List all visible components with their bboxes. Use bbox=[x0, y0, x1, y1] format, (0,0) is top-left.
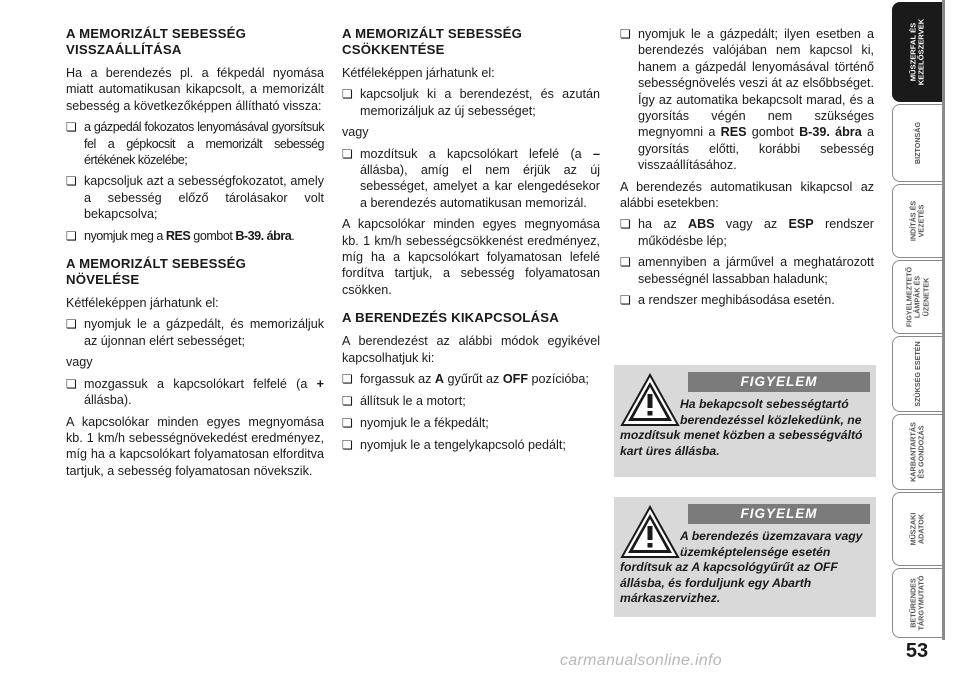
column-2 bbox=[342, 26, 600, 459]
bullet-item: ❏ nyomjuk le a gázpedált, és memorizáljuk az újonnan elért sebességet; bbox=[66, 316, 324, 349]
heading-system-off: A BERENDEZÉS KIKAPCSOLÁSA bbox=[342, 310, 559, 326]
paragraph: vagy bbox=[342, 125, 369, 140]
warning-text: A berendezés üzemzavara vagy üzemképtelensége esetén fordítsuk az A kapcsológyűrűt az OFF állásba, és forduljunk egy Abarth márkaszervizhez. bbox=[620, 529, 863, 606]
paragraph: A kapcsolókar minden egyes megnyomása kb. 1 km/h sebességcsökkenést eredményez, míg ha a kapcsolókart folyamatosan lefelé fordítva tartjuk, a sebesség folyamatosan csökken. bbox=[342, 217, 600, 297]
warning-box-2 bbox=[614, 497, 876, 617]
tab-warning-lights[interactable]: FIGYELMEZTETŐ LÁMPÁK ÉS ÜZENETEK bbox=[892, 260, 942, 334]
paragraph: A kapcsolókar minden egyes megnyomása kb. 1 km/h sebességnövekedést eredményez, míg ha a kapcsolókart folyamatosan elforditva tartjuk, a sebesség folyamatosan növekszik. bbox=[66, 414, 324, 478]
column-3 bbox=[620, 26, 874, 314]
bullet-item: ❏ nyomjuk meg a RES gombot B-39. ábra. bbox=[66, 228, 324, 244]
tab-emergency[interactable]: SZÜKSÉG ESETÉN bbox=[892, 336, 942, 412]
warning-title: FIGYELEM bbox=[688, 504, 870, 524]
bullet-item: ❏ ha az ABS vagy az ESP rendszer működésbe lép; bbox=[620, 216, 874, 249]
tab-maintenance[interactable]: KARBANTARTÁS ÉS GONDOZÁS bbox=[892, 414, 942, 490]
bullet-item: ❏ állítsuk le a motort; bbox=[342, 393, 600, 409]
column-1 bbox=[66, 26, 324, 484]
tab-technical-data[interactable]: MŰSZAKI ADATOK bbox=[892, 492, 942, 566]
bullet-item: ❏ a rendszer meghibásodása esetén. bbox=[620, 292, 874, 308]
paragraph: vagy bbox=[66, 355, 93, 370]
heading-speed-increase: A MEMORIZÁLT SEBESSÉG NÖVELÉSE bbox=[66, 256, 247, 288]
bullet-item: ❏ kapcsoljuk azt a sebességfokozatot, amely a sebesség előző tárolásakor volt bekapcsolva; bbox=[66, 173, 324, 222]
bullet-item: ❏ amennyiben a járművel a meghatározott sebességnél lassabban haladunk; bbox=[620, 254, 874, 287]
page-number: 53 bbox=[905, 640, 929, 662]
tab-safety[interactable]: BIZTONSÁG bbox=[892, 104, 942, 182]
tab-index[interactable]: BETŰRENDES TÁRGYMUTATÓ bbox=[892, 568, 942, 638]
bullet-item: ❏ mozdítsuk a kapcsolókart lefelé (a – állásba), amíg el nem érjük az új sebességet, amelyet a kar elengedésekor a berendezés automatikusan memorizál. bbox=[342, 146, 600, 212]
bullet-item: ❏ forgassuk az A gyűrűt az OFF pozícióba; bbox=[342, 371, 600, 387]
heading-speed-restore: A MEMORIZÁLT SEBESSÉG VISSZAÁLLÍTÁSA bbox=[66, 26, 247, 57]
tab-starting-driving[interactable]: INDÍTÁS ÉS VEZETÉS bbox=[892, 184, 942, 258]
bullet-item: ❏ kapcsoljuk ki a berendezést, és azután memorizáljuk az új sebességet; bbox=[342, 86, 600, 119]
chapter-tabs bbox=[892, 0, 944, 640]
paragraph: Kétféleképpen járhatunk el: bbox=[342, 66, 495, 80]
bullet-item: ❏ a gázpedál fokozatos lenyomásával gyorsítsuk fel a gépkocsit a memorizált sebesség értékének közelébe; bbox=[66, 119, 324, 168]
bullet-item: ❏ mozgassuk a kapcsolókart felfelé (a + állásba). bbox=[66, 376, 324, 409]
bullet-item: ❏ nyomjuk le a fékpedált; bbox=[342, 415, 600, 431]
paragraph: Ha a berendezés pl. a fékpedál nyomása miatt automatikusan kikapcsolt, a memorizált sebesség a következőképpen állítható vissza: bbox=[66, 66, 324, 113]
heading-speed-decrease: A MEMORIZÁLT SEBESSÉG CSÖKKENTÉSE bbox=[342, 26, 523, 57]
bullet-item: ❏ nyomjuk le a gázpedált; ilyen esetben a berendezés valójában nem kapcsol ki, hanem a gázpedál lenyomásával történő sebességnövelés veszi át az elsőbbséget. Így az automatika bekapcsolt marad, és a gyorsítás végén nem szükséges megnyomni a RES gombot B-39. ábra a gyorsítás előtti, korábbi sebesség visszaállításához. bbox=[620, 26, 874, 174]
paragraph: A berendezést az alábbi módok egyikével kapcsolhatjuk ki: bbox=[342, 334, 600, 365]
warning-box-1 bbox=[614, 365, 876, 477]
watermark: carmanualsonline.info bbox=[560, 652, 722, 669]
warning-title: FIGYELEM bbox=[688, 372, 870, 392]
bullet-item: ❏ nyomjuk le a tengelykapcsoló pedált; bbox=[342, 437, 600, 453]
warning-text: Ha bekapcsolt sebességtartó berendezéssel közlekedünk, ne mozdítsuk menet közben a sebességváltó kart üres állásba. bbox=[620, 397, 863, 458]
tabs-edge-line bbox=[942, 0, 945, 640]
paragraph: A berendezés automatikusan kikapcsol az alábbi esetekben: bbox=[620, 179, 874, 211]
paragraph: Kétféleképpen járhatunk el: bbox=[66, 296, 219, 311]
tab-dashboard-controls[interactable]: MŰSZERFAL ÉS KEZELŐSZERVEK bbox=[892, 2, 942, 102]
